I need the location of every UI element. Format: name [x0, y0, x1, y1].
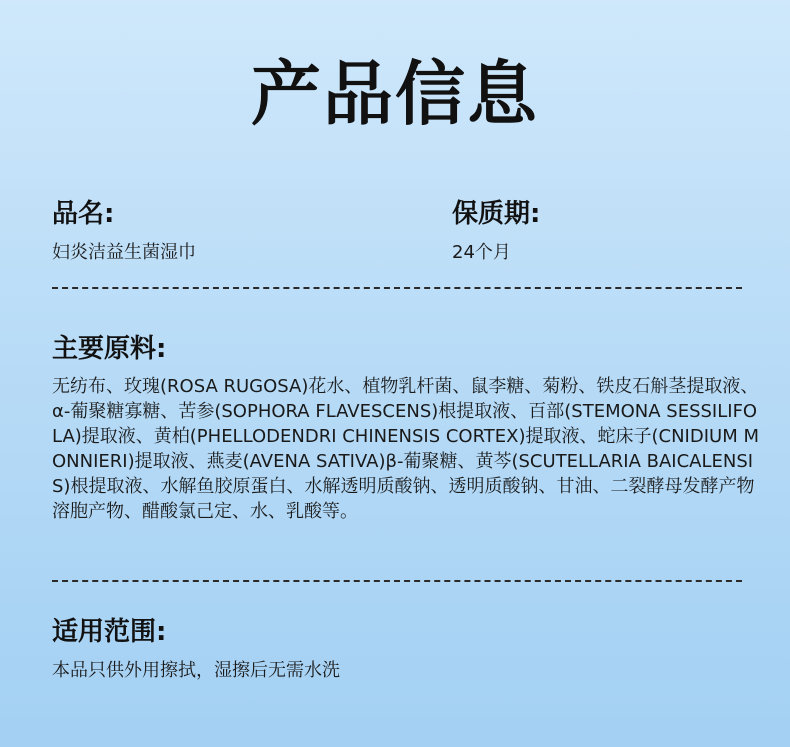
divider: [52, 287, 742, 289]
product-name-label: 品名:: [52, 199, 115, 229]
shelf-life-value: 24个月: [452, 242, 511, 263]
divider: [52, 580, 742, 582]
shelf-life-label: 保质期:: [452, 199, 541, 229]
page-title: 产品信息: [251, 53, 539, 135]
usage-value: 本品只供外用擦拭，湿擦后无需水洗: [52, 660, 340, 681]
ingredients-label: 主要原料:: [52, 334, 167, 364]
ingredients-text: 无纺布、玫瑰(ROSA RUGOSA)花水、植物乳杆菌、鼠李糖、菊粉、铁皮石斛茎提取液、α-葡聚糖寡糖、苦参(SOPHORA FLAVESCENS)根提取液、百部(STEMONA SESSILIFOLA)提取液、黄柏(PHELLODENDRI CHINENSIS CORTEX)提取液、蛇床子(CNIDIUM MONNIERI)提取液、燕麦(AVENA SATIVA)β-葡聚糖、黄芩(SCUTELLARIA BAICALENSIS)根提取液、水解鱼胶原蛋白、水解透明质酸钠、透明质酸钠、甘油、二裂酵母发酵产物溶胞产物、醋酸氯己定、水、乳酸等。: [52, 376, 759, 522]
usage-label: 适用范围:: [52, 617, 167, 647]
product-name-value: 妇炎洁益生菌湿巾: [52, 242, 196, 263]
